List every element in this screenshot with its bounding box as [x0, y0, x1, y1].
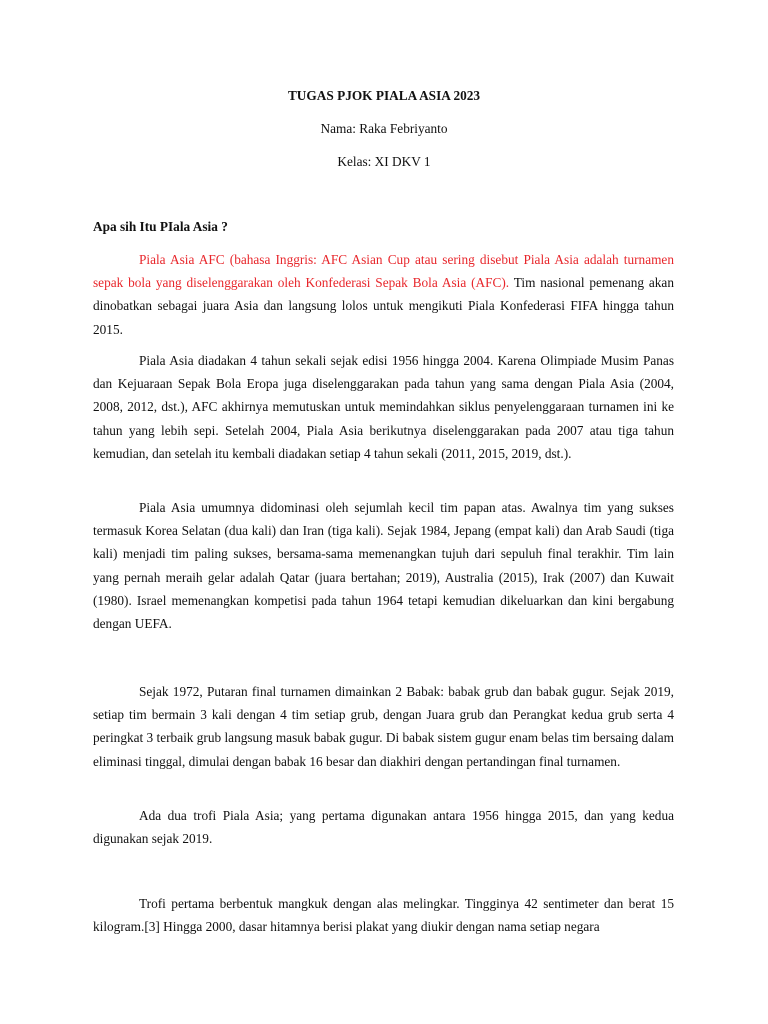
student-class: Kelas: XI DKV 1 [337, 154, 431, 169]
paragraph-2: Piala Asia diadakan 4 tahun sekali sejak edisi 1956 hingga 2004. Karena Olimpiade Musim Panas dan Kejuaraan Sepak Bola Eropa juga diselenggarakan pada tahun yang sama dengan Piala Asia (2004, 2008, 2012, dst.), AFC akhirnya memutuskan untuk memindahkan siklus penyelenggaraan turnamen ini ke tahun yang lebih sepi. Setelah 2004, Piala Asia berikutnya diselenggarakan pada 2007 atau tiga tahun kemudian, dan setelah itu kembali diadakan setiap 4 tahun sekali (2011, 2015, 2019, dst.). [93, 353, 674, 461]
section-heading: Apa sih Itu PIala Asia ? [93, 219, 228, 234]
paragraph-4: Sejak 1972, Putaran final turnamen dimainkan 2 Babak: babak grub dan babak gugur. Sejak 2019, setiap tim bermain 3 kali dengan 4 tim setiap grub, dengan Juara grub dan Perangkat kedua grub serta 4 peringkat 3 terbaik grub langsung masuk babak gugur. Di babak sistem gugur enam belas tim bersaing dalam eliminasi tinggal, dimulai dengan babak 16 besar dan diakhiri dengan pertandingan final turnamen. [93, 684, 674, 769]
paragraph-1-rest: Tim nasional pemenang akan dinobatkan sebagai juara Asia dan langsung lolos untuk mengikuti Piala Konfederasi FIFA hingga tahun 2015. [93, 275, 674, 337]
paragraph-1-highlight: Piala Asia AFC (bahasa Inggris: AFC Asian Cup atau sering disebut Piala Asia adalah turnamen sepak bola yang diselenggarakan oleh Konfederasi Sepak Bola Asia (AFC). [93, 252, 674, 291]
paragraph-5: Ada dua trofi Piala Asia; yang pertama digunakan antara 1956 hingga 2015, dan yang kedua digunakan sejak 2019. [93, 808, 674, 847]
student-name: Nama: Raka Febriyanto [320, 121, 448, 136]
paragraph-6: Trofi pertama berbentuk mangkuk dengan alas melingkar. Tingginya 42 sentimeter dan berat 15 kilogram.[3] Hingga 2000, dasar hitamnya berisi plakat yang diukir dengan nama setiap negara [93, 896, 674, 935]
document-title: TUGAS PJOK PIALA ASIA 2023 [287, 88, 481, 103]
paragraph-1 [93, 248, 674, 341]
paragraph-3: Piala Asia umumnya didominasi oleh sejumlah kecil tim papan atas. Awalnya tim yang sukses termasuk Korea Selatan (dua kali) dan Iran (tiga kali). Sejak 1984, Jepang (empat kali) dan Arab Saudi (tiga kali) menjadi tim paling sukses, bersama-sama memenangkan tujuh dari sepuluh final terakhir. Tim lain yang pernah meraih gelar adalah Qatar (juara bertahan; 2019), Australia (2015), Irak (2007) dan Kuwait (1980). Israel memenangkan kompetisi pada tahun 1964 tetapi kemudian dikeluarkan dan kini bergabung dengan UEFA. [93, 500, 674, 632]
